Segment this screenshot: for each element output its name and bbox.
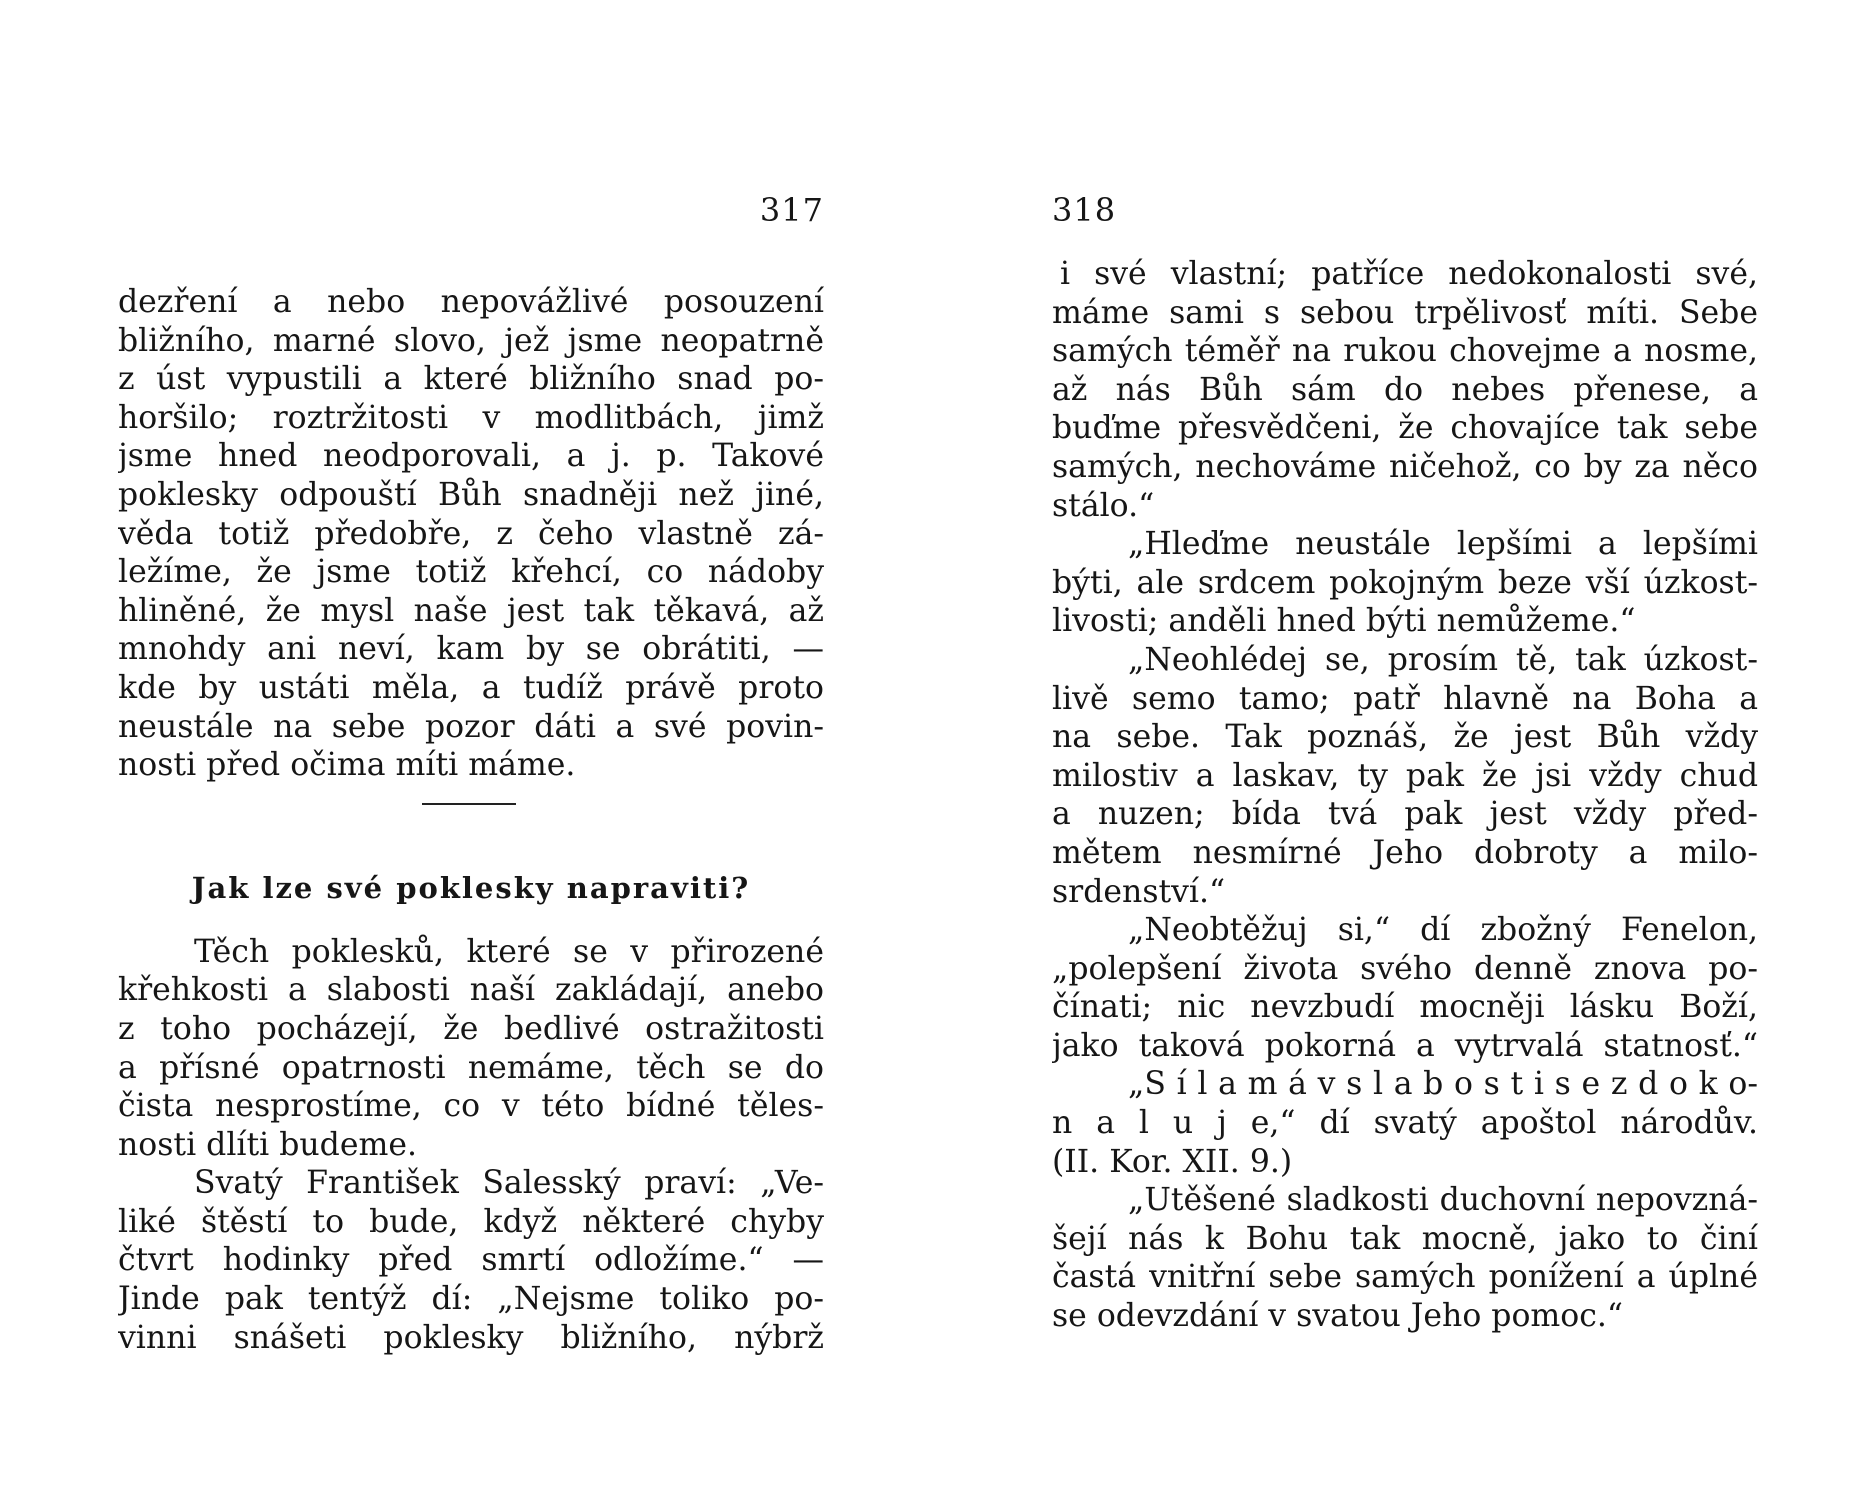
- text-line: samých téměř na rukou chovejme a nosme,: [1052, 333, 1758, 370]
- text-line: čínati; nic nevzbudí mocněji lásku Boží,: [1052, 989, 1758, 1026]
- left-page-text: [118, 283, 824, 1357]
- text-line: Svatý František Salesský praví: „Ve-: [194, 1165, 824, 1202]
- text-line: hliněné, že mysl naše jest tak těkavá, až: [118, 592, 824, 629]
- text-line: i své vlastní; patříce nedokonalosti své,: [1060, 256, 1758, 292]
- text-line: n a l u j e,“ dí svatý apoštol národův.: [1052, 1105, 1758, 1142]
- text-line: máme sami s sebou trpělivosť míti. Sebe: [1052, 294, 1758, 331]
- text-line: ležíme, že jsme totiž křehcí, co nádoby: [118, 554, 824, 591]
- text-line: Jinde pak tentýž dí: „Nejsme toliko po-: [118, 1281, 824, 1318]
- right-page-text: [1052, 255, 1758, 1336]
- text-line: na sebe. Tak poznáš, že jest Bůh vždy: [1052, 719, 1758, 756]
- text-line: „Utěšené sladkosti duchovní nepovzná-: [1128, 1182, 1758, 1219]
- text-line: jako taková pokorná a vytrvalá statnosť.“: [1052, 1027, 1758, 1064]
- text-line: samých, nechováme ničehož, co by za něco: [1052, 448, 1758, 485]
- text-line: bližního, marné slovo, jež jsme neopatrně: [118, 322, 824, 359]
- paragraph-block: [1052, 255, 1758, 1336]
- text-line: častá vnitřní sebe samých ponížení a úplné: [1052, 1259, 1758, 1296]
- text-line: stálo.“: [1052, 487, 1155, 524]
- page-number: 318: [1052, 191, 1117, 229]
- text-line: (II. Kor. XII. 9.): [1052, 1143, 1293, 1180]
- paragraph-block: [118, 933, 824, 1358]
- text-line: až nás Bůh sám do nebes přenese, a: [1052, 371, 1758, 408]
- text-line: šejí nás k Bohu tak mocně, jako to činí: [1052, 1220, 1758, 1257]
- text-line: dezření a nebo nepovážlivé posouzení: [118, 284, 824, 320]
- text-line: čtvrt hodinky před smrtí odložíme.“ —: [118, 1242, 824, 1279]
- text-line: čista nesprostíme, co v této bídné těles-: [118, 1088, 824, 1125]
- text-line: vinni snášeti poklesky bližního, nýbrž: [118, 1319, 824, 1356]
- text-line: poklesky odpouští Bůh snadněji než jiné,: [118, 476, 824, 513]
- text-line: se odevzdání v svatou Jeho pomoc.“: [1052, 1298, 1624, 1335]
- section-divider: [118, 785, 824, 845]
- text-line: z toho pocházejí, že bedlivé ostražitosti: [118, 1010, 824, 1047]
- text-line: „polepšení života svého denně znova po-: [1052, 950, 1758, 987]
- paragraph-block: [118, 283, 824, 785]
- text-line: livosti; anděli hned býti nemůžeme.“: [1052, 603, 1636, 640]
- text-line: livě semo tamo; patř hlavně na Boha a: [1052, 680, 1758, 717]
- text-line: horšilo; roztržitosti v modlitbách, jimž: [118, 399, 824, 436]
- text-line: mnohdy ani neví, kam by se obrátiti, —: [118, 631, 824, 668]
- text-line: srdenství.“: [1052, 873, 1226, 910]
- text-line: mětem nesmírné Jeho dobroty a milo-: [1052, 834, 1758, 871]
- text-line: „Hleďme neustále lepšími a lepšími: [1128, 526, 1758, 563]
- left-page: [118, 0, 824, 1500]
- text-line: „S í l a m á v s l a b o s t i s e z d o k o-: [1128, 1066, 1758, 1103]
- text-line: věda totiž předobře, z čeho vlastně zá-: [118, 515, 824, 552]
- text-line: „Neohlédej se, prosím tě, tak úzkost-: [1128, 641, 1758, 678]
- text-line: nosti dlíti budeme.: [118, 1126, 418, 1163]
- text-line: milostiv a laskav, ty pak že jsi vždy chud: [1052, 757, 1758, 794]
- text-line: neustále na sebe pozor dáti a své povin-: [118, 708, 824, 745]
- text-line: buďme přesvědčeni, že chovajíce tak sebe: [1052, 410, 1758, 447]
- text-line: býti, ale srdcem pokojným beze vší úzkost-: [1052, 564, 1758, 601]
- section-heading: Jak lze své poklesky napraviti?: [191, 870, 751, 905]
- text-line: a přísné opatrnosti nemáme, těch se do: [118, 1049, 824, 1086]
- text-line: Těch poklesků, které se v přirozené: [194, 933, 824, 970]
- page-number: 317: [759, 191, 824, 229]
- text-line: křehkosti a slabosti naší zakládají, anebo: [118, 972, 824, 1009]
- text-line: kde by ustáti měla, a tudíž právě proto: [118, 669, 824, 706]
- text-line: a nuzen; bída tvá pak jest vždy před-: [1052, 796, 1758, 833]
- text-line: „Neobtěžuj si,“ dí zbožný Fenelon,: [1128, 912, 1758, 949]
- text-line: liké štěstí to bude, když některé chyby: [118, 1203, 824, 1240]
- right-page: [1052, 0, 1758, 1500]
- text-line: z úst vypustili a které bližního snad po-: [118, 361, 824, 398]
- text-line: nosti před očima míti máme.: [118, 747, 576, 784]
- text-line: jsme hned neodporovali, a j. p. Takové: [118, 438, 824, 475]
